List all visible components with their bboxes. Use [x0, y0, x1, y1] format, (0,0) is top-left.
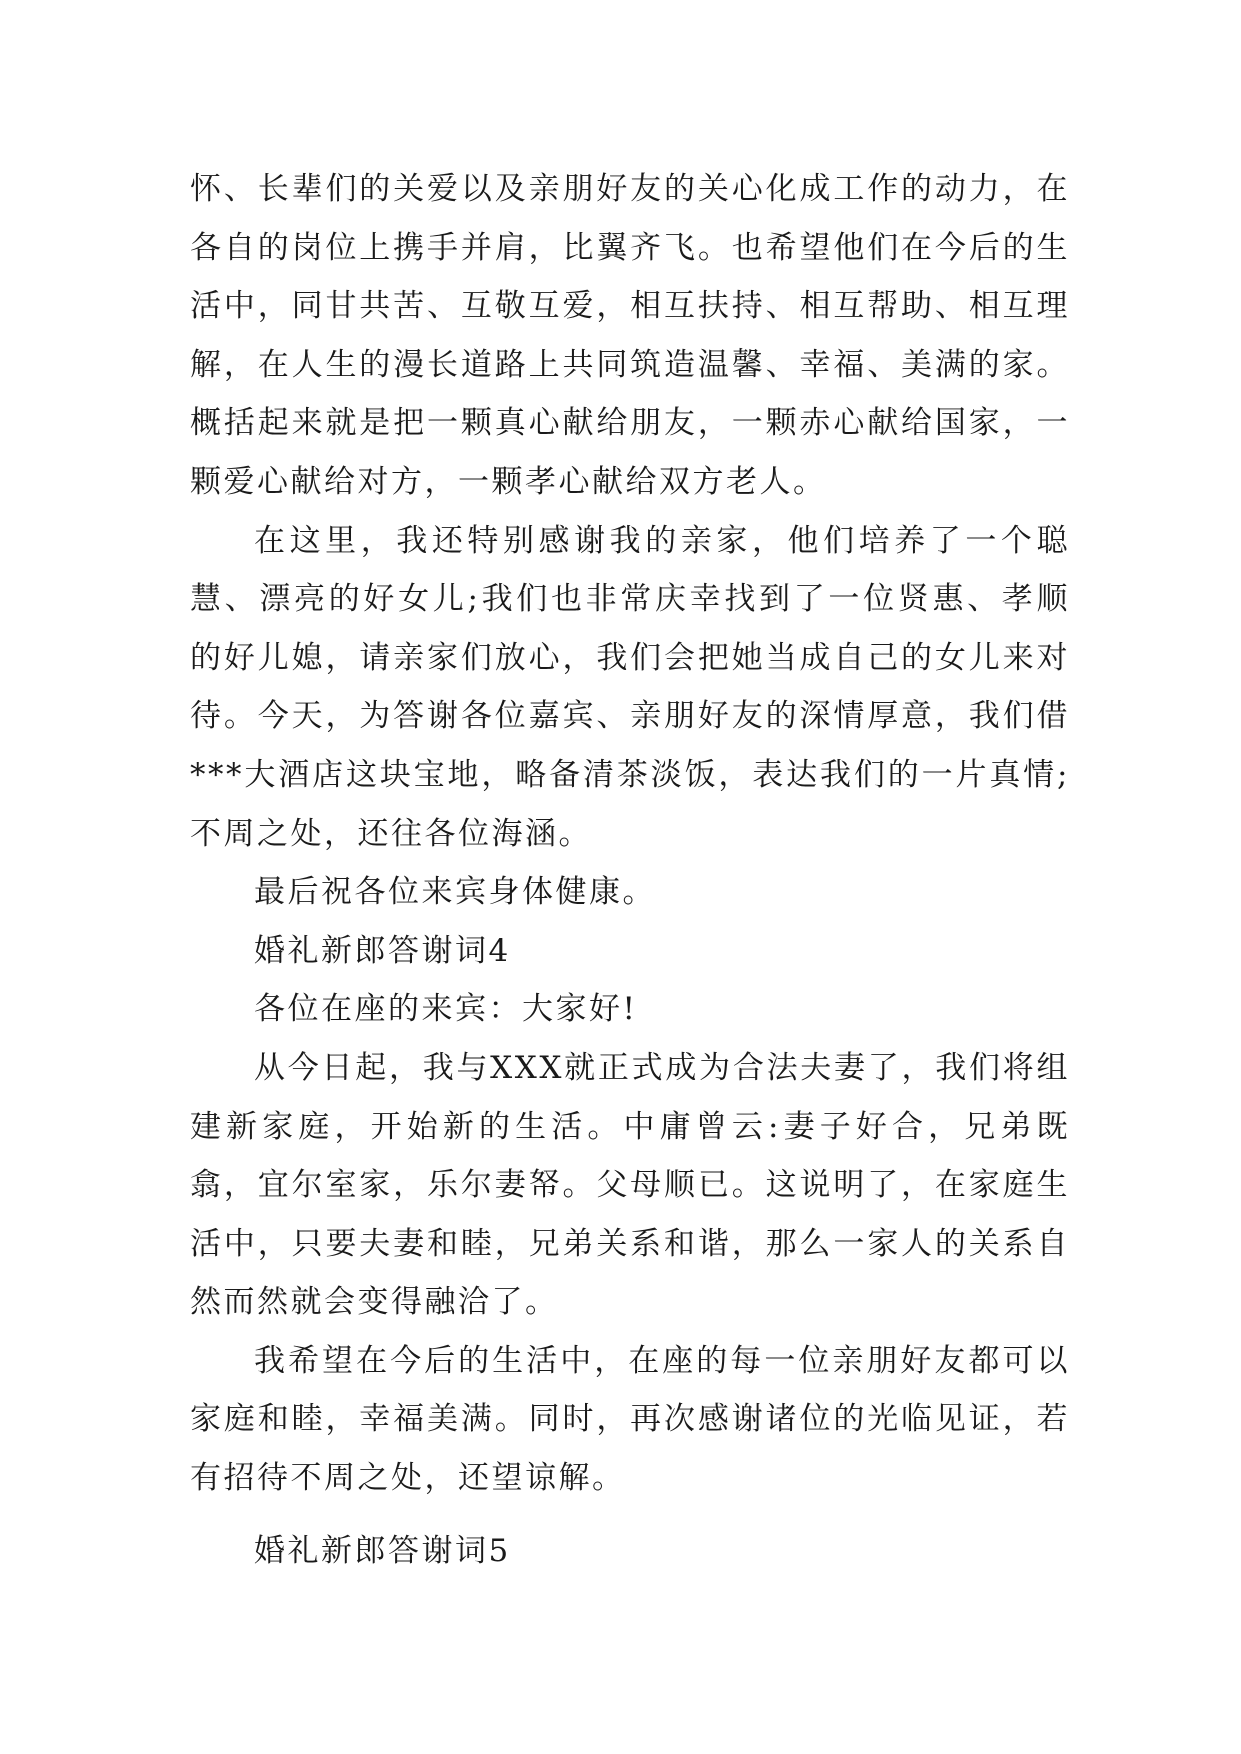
paragraph-final-thanks: 我希望在今后的生活中，在座的每一位亲朋好友都可以家庭和睦，幸福美满。同时，再次感谢诸位的光临见证，若有招待不周之处，还望谅解。: [190, 1342, 1070, 1497]
paragraph-greeting: 各位在座的来宾：大家好!: [254, 991, 638, 1028]
paragraph-thanks-in-laws: 在这里，我还特别感谢我的亲家，他们培养了一个聪慧、漂亮的好女儿;我们也非常庆幸找到了一位贤惠、孝顺的好儿媳，请亲家们放心，我们会把她当成自己的女儿来对待。今天，为答谢各位嘉宾、亲朋好友的深情厚意，我们借***大酒店这块宝地，略备清茶淡饭，表达我们的一片真情;不周之处，还往各位海涵。: [190, 522, 1070, 852]
section-heading-5: 婚礼新郎答谢词5: [254, 1532, 511, 1569]
document-page: [190, 160, 1070, 1580]
paragraph-closing-wish: 最后祝各位来宾身体健康。: [254, 874, 656, 911]
paragraph-marriage-announcement: 从今日起，我与XXX就正式成为合法夫妻了，我们将组建新家庭，开始新的生活。中庸曾云:妻子好合，兄弟既翕，宜尔室家，乐尔妻帑。父母顺已。这说明了，在家庭生活中，只要夫妻和睦，兄弟关系和谐，那么一家人的关系自然而然就会变得融洽了。: [190, 1049, 1070, 1321]
section-heading-4: 婚礼新郎答谢词4: [254, 932, 511, 969]
paragraph-blessing: 怀、长辈们的关爱以及亲朋好友的关心化成工作的动力，在各自的岗位上携手并肩，比翼齐飞。也希望他们在今后的生活中，同甘共苦、互敬互爱，相互扶持、相互帮助、相互理解，在人生的漫长道路上共同筑造温馨、幸福、美满的家。概括起来就是把一颗真心献给朋友，一颗赤心献给国家，一颗爱心献给对方，一颗孝心献给双方老人。: [190, 171, 1070, 500]
